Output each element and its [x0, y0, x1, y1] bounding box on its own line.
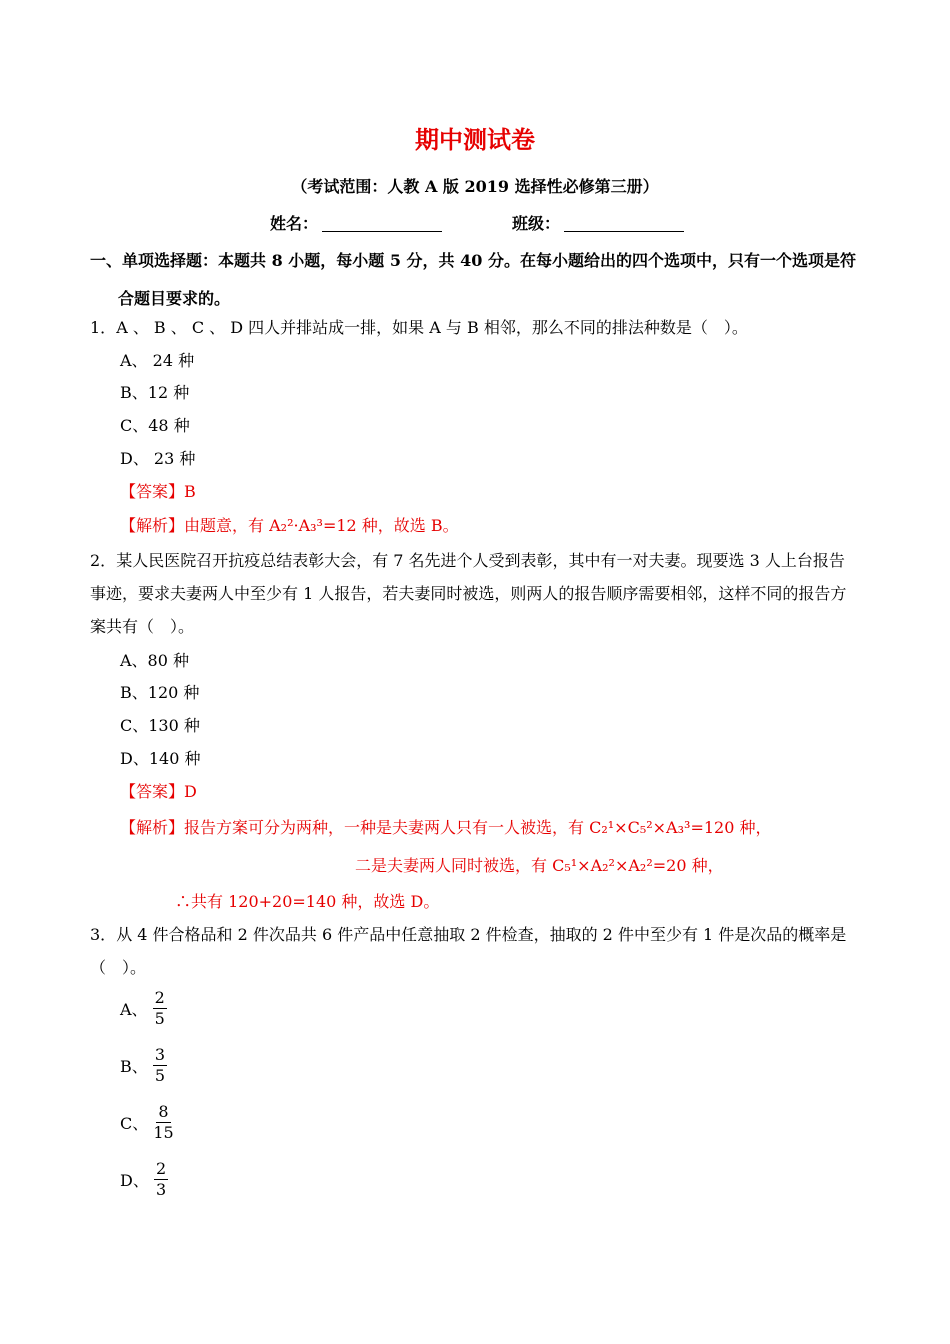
option-b [120, 1045, 167, 1086]
question-text: 某人民医院召开抗疫总结表彰大会，有 7 名先进个人受到表彰，其中有一对夫妻。现要选 3 人上台报告 [116, 551, 845, 570]
section-heading-line2: 合题目要求的。 [118, 289, 231, 308]
name-field [270, 211, 442, 234]
analysis-text: 报告方案可分为两种，一种是夫妻两人只有一人被选，有 C₂¹×C₅²×A₃³=120 种， [184, 818, 772, 837]
analysis-line3: ∴共有 120+20=140 种，故选 D。 [175, 892, 440, 911]
answer-label: 【答案】 [120, 482, 185, 501]
option-b: B、120 种 [120, 683, 200, 702]
fraction [153, 1045, 167, 1086]
denominator: 5 [154, 1066, 166, 1085]
denominator: 15 [153, 1123, 174, 1142]
denominator: 3 [155, 1180, 167, 1199]
numerator: 3 [154, 1045, 166, 1064]
question-1 [90, 315, 748, 338]
answer-value: D [184, 782, 197, 801]
analysis-line2: 二是夫妻两人同时被选，有 C₅¹×A₂²×A₂²=20 种， [355, 856, 724, 875]
fraction [153, 1102, 173, 1143]
question-number: 3． [90, 925, 117, 944]
fraction [153, 988, 167, 1029]
analysis-line [120, 513, 459, 536]
option-label: A、 [120, 1000, 148, 1019]
answer-line [120, 779, 197, 802]
analysis-label: 【解析】 [120, 516, 185, 535]
question-number: 1． [90, 318, 117, 337]
question-2-line2: 事迹，要求夫妻两人中至少有 1 人报告，若夫妻同时被选，则两人的报告顺序需要相邻，这样不同的报告方 [90, 584, 847, 603]
question-2-line1 [90, 548, 845, 571]
section-heading-line1: 一、单项选择题：本题共 8 小题，每小题 5 分，共 40 分。在每小题给出的四个选项中，只有一个选项是符 [90, 251, 856, 270]
option-d: D、 23 种 [120, 449, 196, 468]
option-d [120, 1159, 168, 1200]
exam-scope-subtitle: （考试范围：人教 A 版 2019 选择性必修第三册） [291, 177, 659, 196]
option-label: B、 [120, 1057, 148, 1076]
question-2-line3: 案共有（ ）。 [90, 617, 195, 636]
question-3-line1 [90, 922, 846, 945]
denominator: 5 [154, 1009, 165, 1028]
fraction [154, 1159, 168, 1200]
option-c: C、130 种 [120, 716, 200, 735]
answer-value: B [184, 482, 196, 501]
numerator: 2 [155, 1159, 167, 1178]
option-a: A、80 种 [120, 651, 190, 670]
class-blank [564, 215, 684, 232]
question-text: A 、 B 、 C 、 D 四人并排站成一排，如果 A 与 B 相邻，那么不同的排法种数是（ ）。 [116, 318, 748, 337]
answer-line [120, 479, 196, 502]
analysis-label: 【解析】 [120, 818, 185, 837]
option-d: D、140 种 [120, 749, 201, 768]
option-label: C、 [120, 1114, 149, 1133]
option-b: B、12 种 [120, 383, 190, 402]
question-3-line2: （ ）。 [90, 958, 147, 977]
option-c [120, 1102, 174, 1143]
class-field [512, 211, 684, 234]
class-label: 班级： [512, 214, 561, 233]
option-a [120, 988, 167, 1029]
page-title: 期中测试卷 [415, 125, 535, 154]
question-text: 从 4 件合格品和 2 件次品共 6 件产品中任意抽取 2 件检查，抽取的 2 件中至少有 1 件是次品的概率是 [116, 925, 847, 944]
numerator: 2 [154, 988, 165, 1007]
answer-label: 【答案】 [120, 782, 185, 801]
option-c: C、48 种 [120, 416, 190, 435]
name-blank [322, 215, 442, 232]
name-label: 姓名： [270, 214, 319, 233]
numerator: 8 [158, 1102, 169, 1121]
question-number: 2． [90, 551, 117, 570]
option-a: A、 24 种 [120, 351, 195, 370]
analysis-text: 由题意，有 A₂²·A₃³=12 种，故选 B。 [184, 516, 459, 535]
option-label: D、 [120, 1171, 149, 1190]
analysis-line1 [120, 815, 771, 838]
